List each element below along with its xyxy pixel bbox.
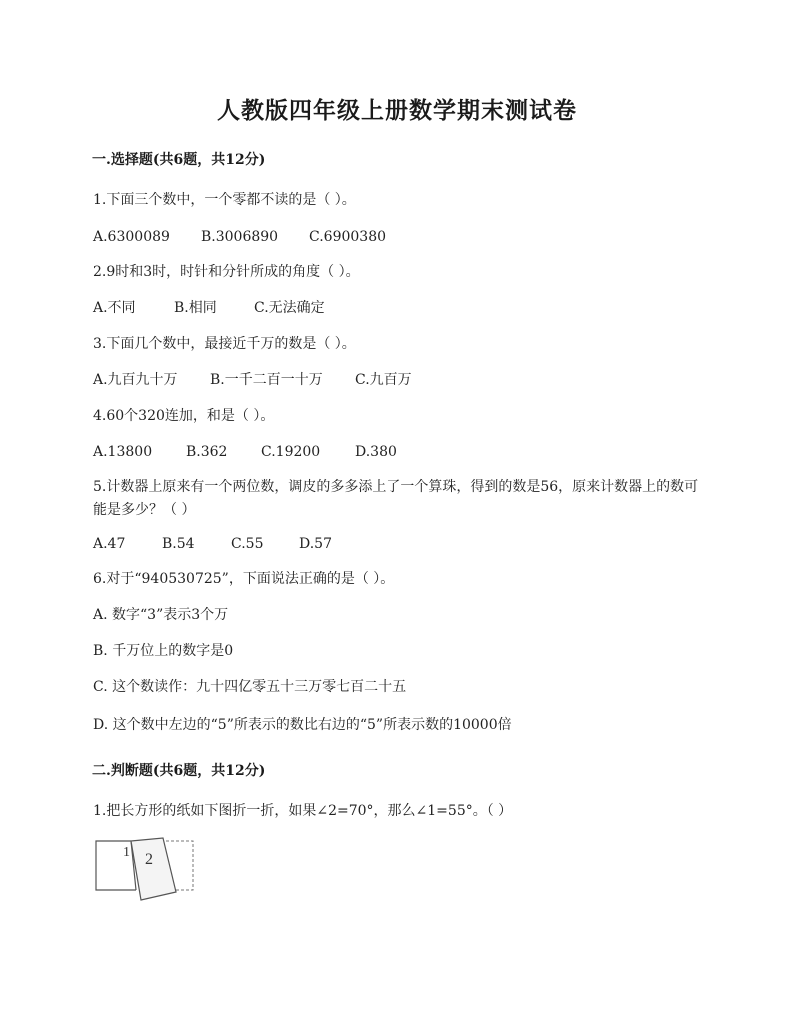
- option: B.362: [186, 444, 228, 460]
- option: B.54: [162, 536, 195, 552]
- option: C. 这个数读作：九十四亿零五十三万零七百二十五: [93, 679, 407, 695]
- option: C.无法确定: [254, 300, 325, 316]
- question-stem: 2.9时和3时，时针和分针所成的角度（ ）。: [93, 264, 360, 280]
- option: C.19200: [261, 444, 321, 460]
- option: C.6900380: [309, 229, 387, 245]
- option: C.55: [231, 536, 264, 552]
- question-stem: 4.60个320连加，和是（ ）。: [93, 408, 275, 424]
- option: A.47: [93, 536, 126, 552]
- question-stem: 5.计数器上原来有一个两位数，调皮的多多添上了一个算珠，得到的数是56，原来计数器上的数可能是多少？（ ）: [93, 479, 699, 518]
- page-title: 人教版四年级上册数学期末测试卷: [217, 97, 577, 124]
- option: A.6300089: [93, 229, 170, 245]
- option: B.相同: [174, 300, 217, 316]
- option: B. 千万位上的数字是0: [93, 643, 234, 659]
- folded-rectangle-figure: [93, 836, 199, 906]
- question-stem: 1.下面三个数中，一个零都不读的是（ ）。: [93, 192, 356, 208]
- option: B.3006890: [201, 229, 279, 245]
- option: A. 数字“3”表示3个万: [93, 607, 229, 623]
- angle-label-1: 1: [123, 845, 130, 860]
- option: A.13800: [93, 444, 153, 460]
- folded-flap: [131, 838, 176, 900]
- option: C.九百万: [355, 372, 412, 388]
- section-header-choice: 一.选择题(共6题，共12分): [92, 152, 266, 168]
- option: B.一千二百一十万: [210, 372, 323, 388]
- option: A.不同: [93, 300, 136, 316]
- option: D.57: [299, 536, 332, 552]
- question-stem: 3.下面几个数中，最接近千万的数是（ ）。: [93, 336, 356, 352]
- section-header-judgment: 二.判断题(共6题，共12分): [92, 763, 266, 779]
- question-stem: 1.把长方形的纸如下图折一折，如果∠2=70°，那么∠1=55°。（ ）: [93, 803, 513, 819]
- option: A.九百九十万: [93, 372, 178, 388]
- option: D.380: [355, 444, 397, 460]
- question-stem: 6.对于“940530725”，下面说法正确的是（ ）。: [93, 571, 395, 587]
- option: D. 这个数中左边的“5”所表示的数比右边的“5”所表示数的10000倍: [93, 717, 512, 733]
- rectangle-edge: [96, 841, 136, 890]
- angle-label-2: 2: [145, 851, 153, 868]
